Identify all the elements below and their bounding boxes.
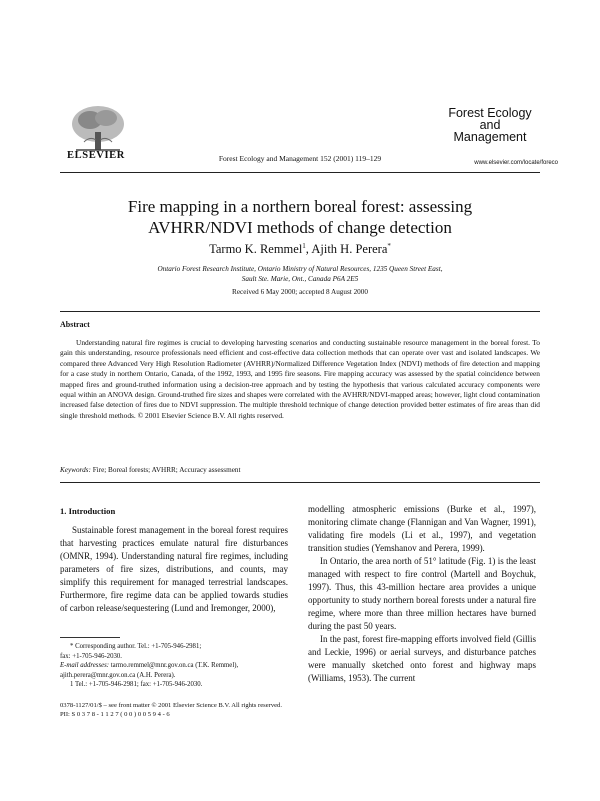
abstract-text: Understanding natural fire regimes is crucial to developing harvesting scenarios and conducting sustainable resource management in the boreal forest. To gain this understanding, resource professionals need efficient and cost-effective data collection methods that can operate over vast and isolated landscapes. We compared three Advanced Very High Resolution Radiometer (AVHRR)/Normalized Difference Vegetation Index (NDVI) methods of fire detection and mapping for a case study in northern Ontario, Canada, of the 1992, 1993, and 1995 fire seasons. Fire mapping accuracy was assessed by the spatial coincidence between mapped fires and ground-truthed information using a decision-tree approach and by testing the hypothesis that various calculated accuracy components were equal within an ANOVA design. Ground-truthed fire sizes and shapes were correlated with the AVHRR/NDVI-mapped areas; however, light cloud contamination increased false detection of fires due to NDVI suppression. The multiple threshold technique of change detection provided better estimates of fire areas than did single threshold methods. © 2001 Elsevier Science B.V. All rights reserved.: [60, 338, 540, 420]
footnote: * Corresponding author. Tel.: +1-705-946-2981;: [70, 643, 202, 650]
elsevier-tree-logo: [66, 102, 130, 154]
body-column-left: [60, 524, 288, 615]
author-name: Ajith H. Perera: [311, 242, 388, 257]
paragraph: modelling atmospheric emissions (Burke et al., 1997), monitoring climate change (Flannigan and Van Wagner, 1991), validating fire models (Li et al., 1997), and vegetation transition studies (Yemshanov and Perera, 1999).: [308, 504, 536, 553]
affiliation-line: Ontario Forest Research Institute, Ontario Ministry of Natural Resources, 1235 Queen Street East,: [157, 265, 443, 273]
received-dates: Received 6 May 2000; accepted 8 August 2000: [232, 288, 368, 296]
keywords: [60, 466, 240, 474]
corresponding-mark: *: [387, 242, 391, 250]
paragraph: Sustainable forest management in the boreal forest requires that harvesting practices emulate natural fire disturbances (OMNR, 1994). Understanding natural fire regimes, including parameters of fire sizes, distributions, and counts, may simplify this requirement for managed terrestrial landscapes. Furthermore, fire regime data can be applied towards studies of carbon release/sequestering (Lund and Iremonger, 2000),: [60, 525, 288, 613]
title-line: Fire mapping in a northern boreal forest: assessing: [127, 197, 473, 216]
article-title: [60, 196, 540, 238]
paragraph: In the past, forest fire-mapping efforts involved field (Gillis and Leckie, 1996) or aerial surveys, and disturbance patches were manually sketched onto forest and highway maps (Williams, 1953). The current: [308, 634, 536, 683]
footnote: [60, 661, 290, 671]
journal-logo: [430, 107, 550, 143]
footnotes: [60, 642, 290, 690]
journal-reference: Forest Ecology and Management 152 (2001) 119–129: [218, 154, 382, 163]
footnote: 1 Tel.: +1-705-946-2981; fax: +1-705-946-2030.: [70, 681, 203, 689]
email-label: E-mail addresses:: [60, 662, 110, 670]
keywords-label: Keywords:: [60, 466, 91, 474]
publisher-name: ELSEVIER: [67, 150, 125, 161]
abstract-rule-top: [60, 311, 540, 312]
footnote: fax: +1-705-946-2030.: [60, 652, 122, 660]
author-name: Tarmo K. Remmel: [209, 242, 303, 257]
keywords-list: Fire; Boreal forests; AVHRR; Accuracy assessment: [92, 466, 241, 474]
pii-line: PII: S 0 3 7 8 - 1 1 2 7 ( 0 0 ) 0 0 5 9 4 - 6: [60, 711, 170, 719]
author-footnote-mark: 1: [302, 242, 306, 250]
affiliation: [120, 264, 480, 284]
section-heading: 1. Introduction: [60, 506, 116, 516]
abstract-rule-bottom: [60, 482, 540, 483]
journal-url[interactable]: www.elsevier.com/locate/foreco: [474, 160, 558, 166]
body-column-right: [308, 503, 536, 685]
journal-logo-line: Forest Ecology: [448, 106, 532, 120]
footnote-rule: [60, 637, 120, 638]
paragraph: In Ontario, the area north of 51° latitude (Fig. 1) is the least managed with respect to fire control (Martell and Boychuk, 1997). Thus, this 43-million hectare area provides a unique opportunity to study northern boreal forests under a natural fire regime, where more than three million hectares have burned during the past 50 years.: [308, 556, 536, 631]
email-address[interactable]: ajith.perera@mnr.gov.on.ca (A.H. Perera).: [60, 671, 176, 679]
email-address[interactable]: tarmo.remmel@mnr.gov.on.ca (T.K. Remmel),: [110, 662, 239, 670]
header-rule: [60, 172, 540, 173]
journal-logo-line: and: [479, 118, 501, 132]
title-line: AVHRR/NDVI methods of change detection: [148, 218, 452, 237]
journal-logo-line: Management: [453, 130, 527, 144]
page-footer: [60, 701, 282, 720]
affiliation-line: Sault Ste. Marie, Ont., Canada P6A 2E5: [241, 275, 359, 283]
author-separator: ,: [305, 242, 312, 257]
authors: [60, 242, 540, 257]
abstract-heading: Abstract: [60, 320, 90, 329]
copyright-line: 0378-1127/01/$ – see front matter © 2001 Elsevier Science B.V. All rights reserved.: [60, 702, 283, 709]
